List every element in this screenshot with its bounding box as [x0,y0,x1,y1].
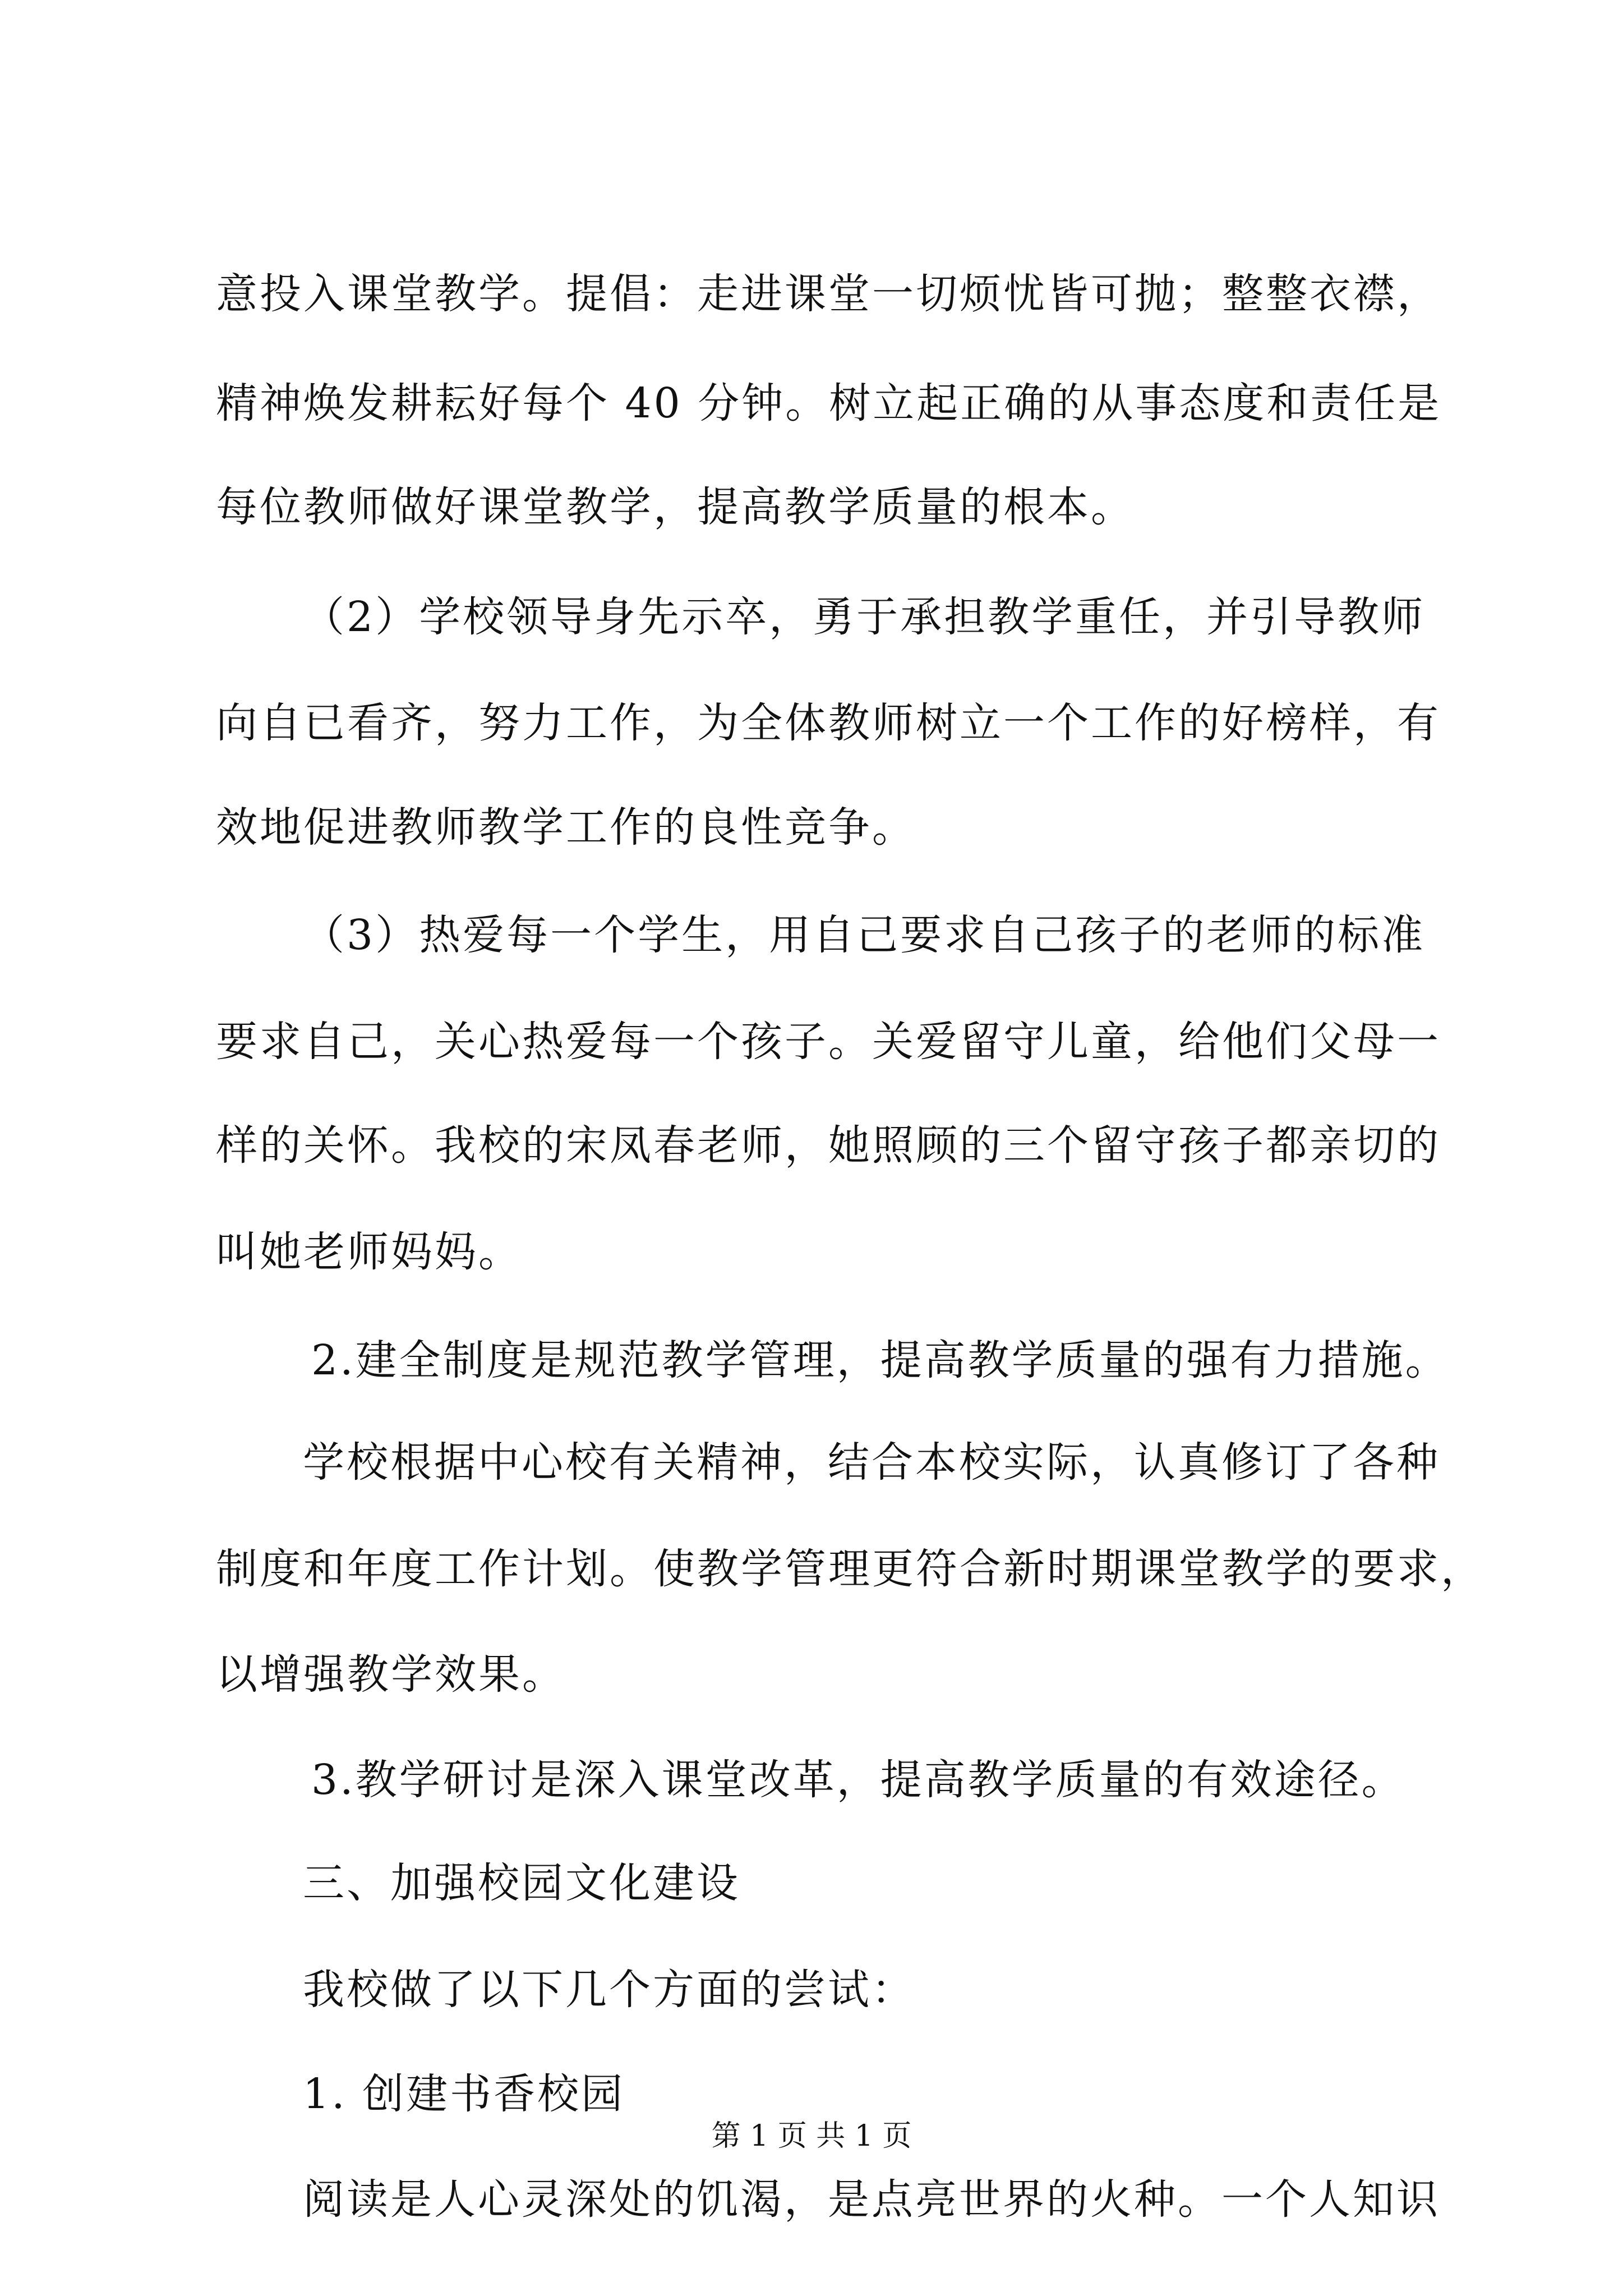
text-line: 三、加强校园文化建设 [303,1859,740,1907]
page-number-footer: 第 1 页 共 1 页 [711,2119,912,2153]
text-line: 每位教师做好课堂教学，提高教学质量的根本。 [216,483,1135,531]
text-line: 3.教学研讨是深入课堂改革，提高教学质量的有效途径。 [311,1756,1405,1804]
text-line: 叫她老师妈妈。 [216,1228,522,1276]
text-line: 效地促进教师教学工作的良性竞争。 [216,803,916,852]
text-line: 2.建全制度是规范教学管理，提高教学质量的强有力措施。 [311,1336,1449,1384]
text-line: 学校根据中心校有关精神，结合本校实际，认真修订了各种 [303,1438,1440,1487]
text-line: 要求自己，关心热爱每一个孩子。关爱留守儿童，给他们父母一 [216,1018,1441,1066]
text-line: （2）学校领导身先示卒，勇于承担教学重任，并引导教师 [303,593,1426,641]
text-line: 我校做了以下几个方面的尝试： [303,1966,915,2014]
text-line: 以增强教学效果。 [216,1650,566,1699]
text-line: 样的关怀。我校的宋凤春老师，她照顾的三个留守孩子都亲切的 [216,1121,1441,1170]
text-line: 精神焕发耕耘好每个 40 分钟。树立起正确的从事态度和责任是 [216,379,1442,427]
text-line: 意投入课堂教学。提倡：走进课堂一切烦忧皆可抛；整整衣襟， [216,270,1441,318]
text-line: 制度和年度工作计划。使教学管理更符合新时期课堂教学的要求， [216,1545,1484,1593]
text-line: 向自已看齐，努力工作，为全体教师树立一个工作的好榜样，有 [216,699,1441,747]
text-line: 1. 创建书香校园 [303,2070,625,2118]
text-line: 阅读是人心灵深处的饥渴，是点亮世界的火种。一个人知识 [303,2175,1440,2224]
text-line: （3）热爱每一个学生，用自己要求自己孩子的老师的标准 [303,911,1426,959]
